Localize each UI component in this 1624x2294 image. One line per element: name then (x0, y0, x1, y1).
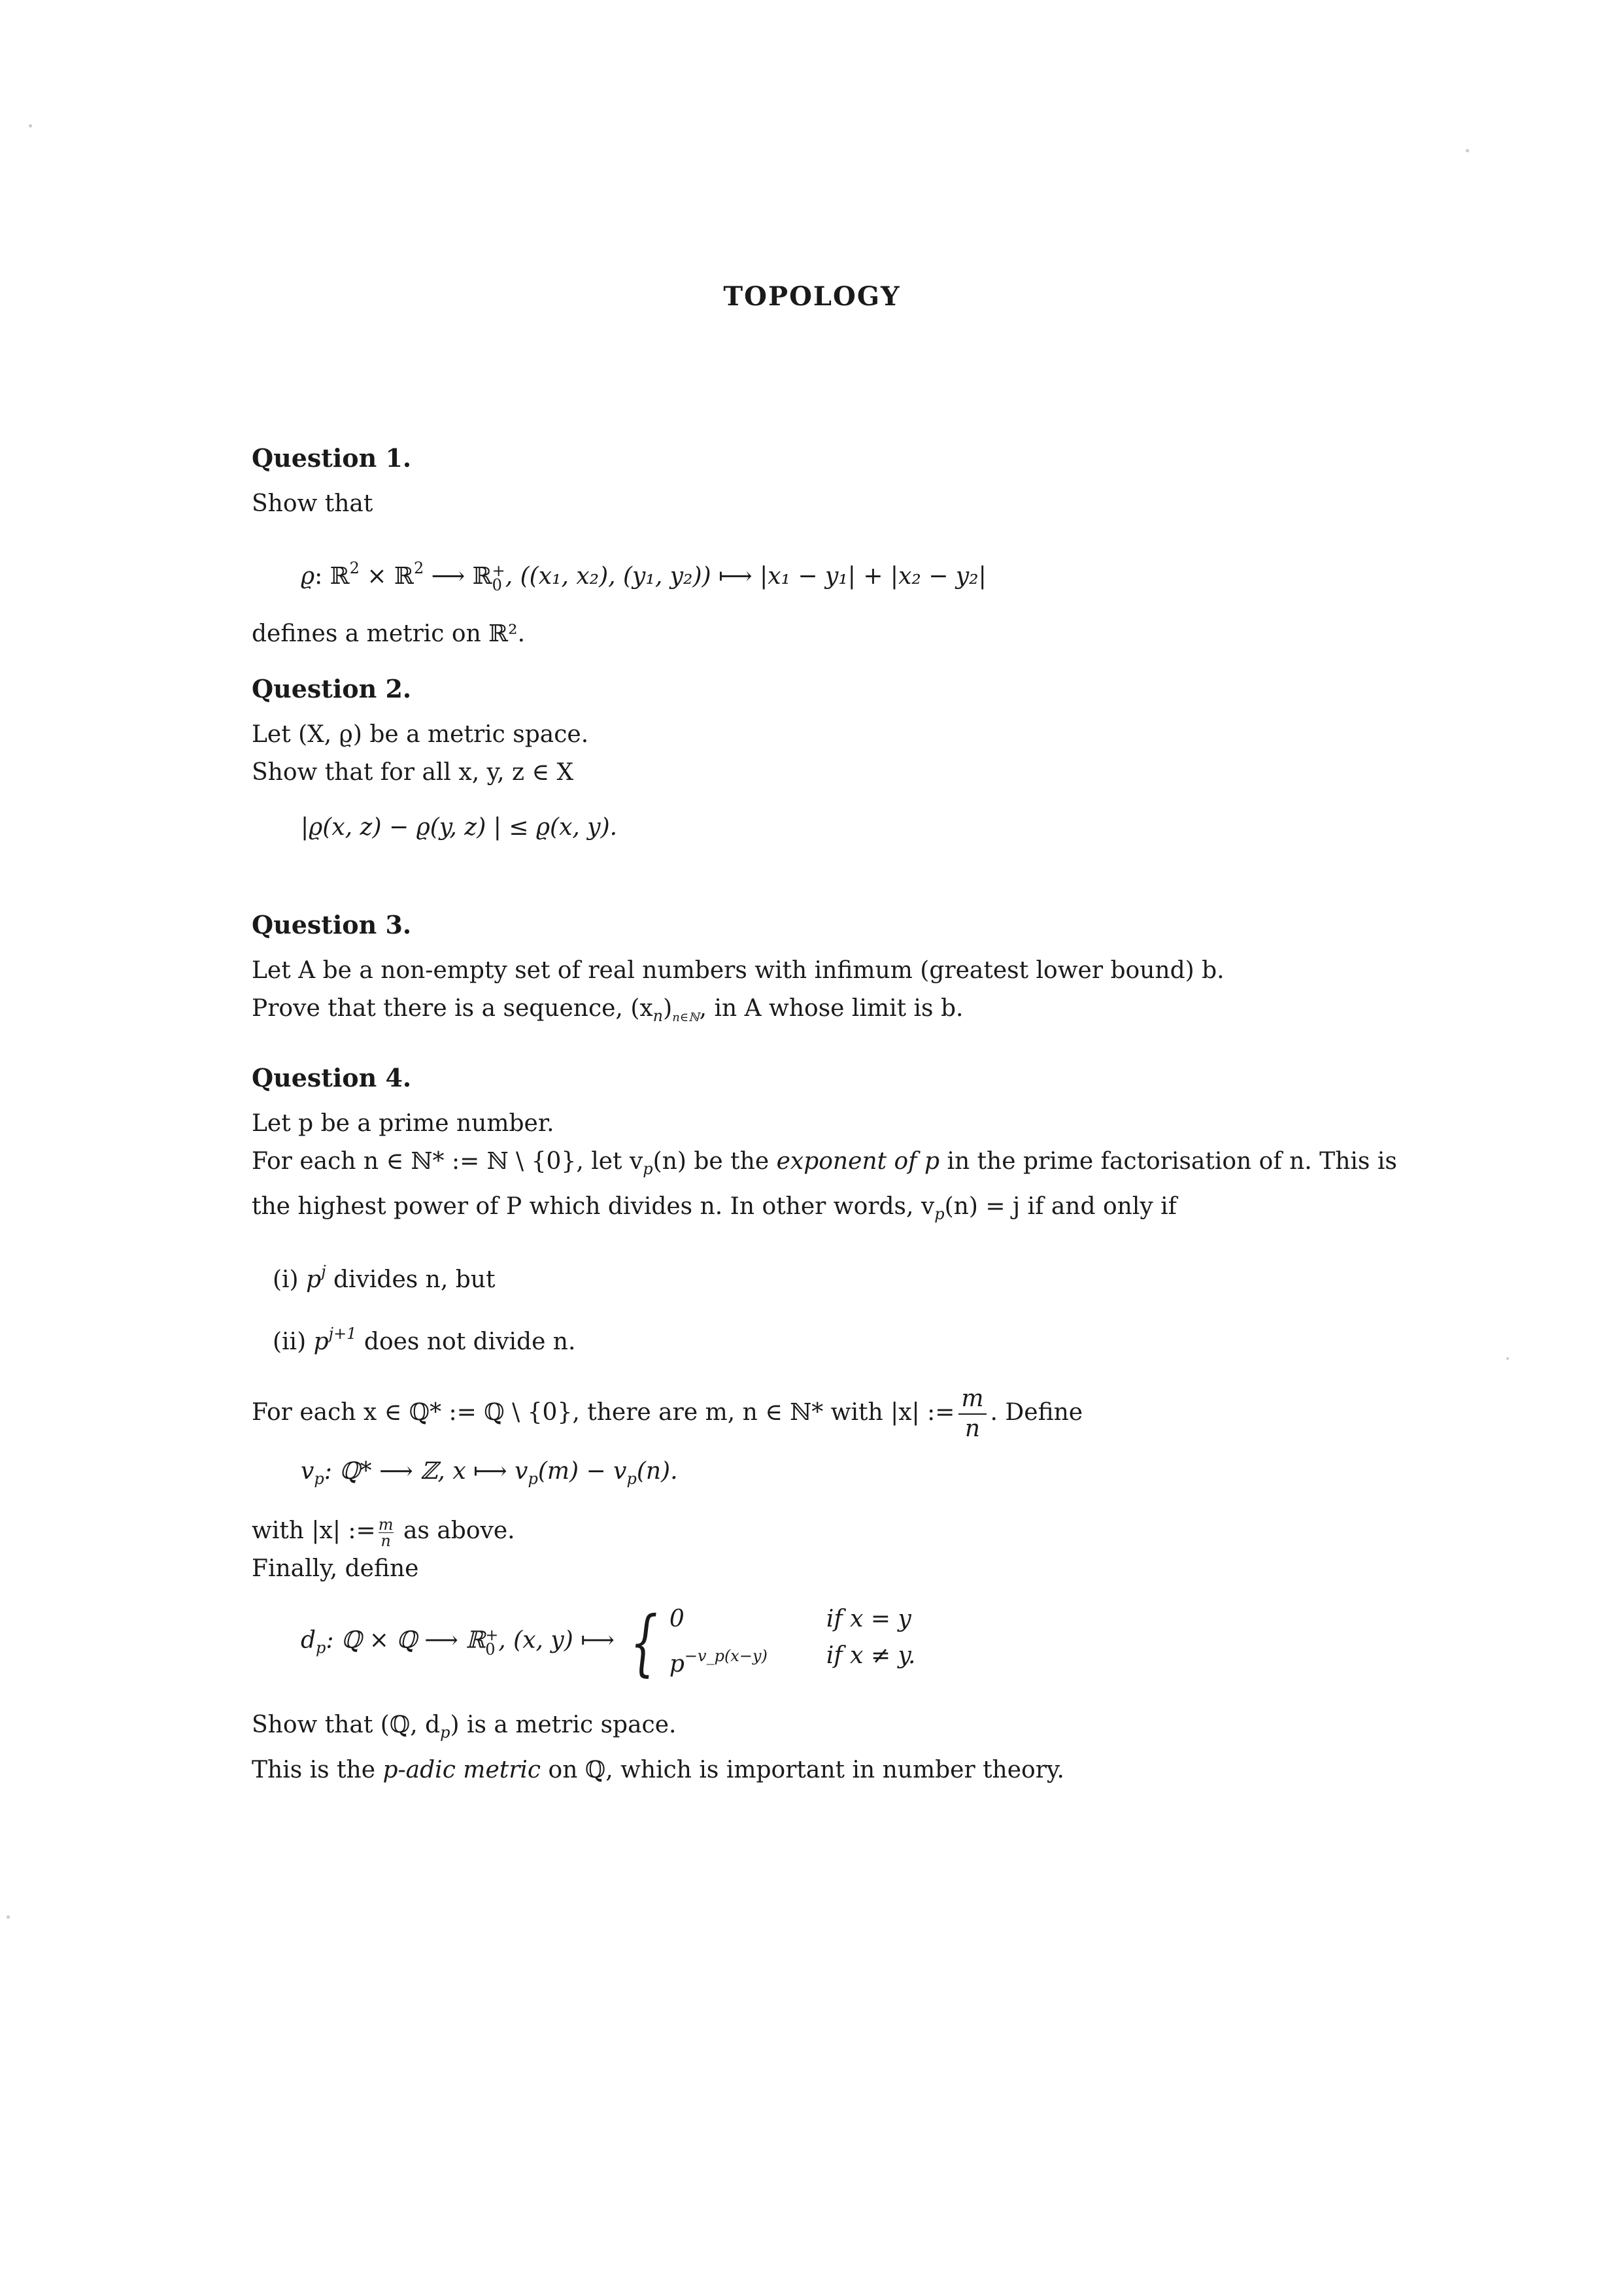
eq-part: v (301, 1458, 314, 1485)
sub-sup-stack (492, 564, 505, 592)
subscript: p (626, 1470, 637, 1488)
small-fraction (379, 1517, 394, 1549)
question-4-line-5 (252, 1512, 1402, 1550)
page-title: TOPOLOGY (723, 281, 901, 312)
question-4-line-4 (252, 1385, 1402, 1443)
emphasis: exponent of p (776, 1148, 939, 1175)
metric-formula: , ((x₁, x₂), (y₁, y₂)) ⟼ |x₁ − y₁| + |x₂ − y₂| (505, 563, 987, 590)
condition-item-1 (273, 1253, 1402, 1299)
eq-part: (n). (636, 1458, 678, 1485)
question-4-line-2 (252, 1143, 1402, 1188)
subscript: n (652, 1007, 664, 1025)
text-segment: This is the (252, 1757, 383, 1783)
rho-symbol: ϱ (301, 563, 315, 590)
text-segment: (n) be the (652, 1148, 777, 1175)
text-segment: Prove that there is a sequence, (x (252, 995, 653, 1022)
case-2-base: p (669, 1651, 685, 1678)
item-base: p (306, 1266, 322, 1293)
subscript-zero: 0 (492, 576, 502, 594)
subscript: p (934, 1205, 945, 1223)
question-2-line-2: Show that for all x, y, z ∈ X (252, 759, 574, 786)
scan-speck (1466, 149, 1469, 152)
subscript: p (314, 1470, 324, 1488)
question-4 (252, 1059, 1402, 1789)
subscript-zero: 0 (485, 1640, 496, 1659)
item-text: divides n, but (326, 1266, 496, 1293)
text-segment: (n) = j if and only if (944, 1193, 1177, 1220)
emphasis: p-adic metric (382, 1757, 541, 1783)
question-2-line-1: Let (X, ϱ) be a metric space. (252, 721, 589, 748)
text-segment: , in A whose limit is b. (699, 995, 964, 1022)
times-symbol: × (359, 563, 395, 590)
eq-part: d (301, 1627, 316, 1654)
text-segment: For each n ∈ ℕ* := ℕ \ {0}, let v (252, 1148, 643, 1175)
text-segment: on ℚ, which is important in number theory. (541, 1757, 1064, 1783)
question-4-line-1: Let p be a prime number. (252, 1110, 554, 1137)
text-segment: in the prime factorisation of n. This is (939, 1148, 1397, 1175)
subscript: n∈ℕ (672, 1011, 700, 1024)
eq-part: , (x, y) ⟼ (498, 1627, 615, 1654)
eq-colon: : (314, 563, 330, 590)
text-segment: the highest power of P which divides n. In other words, v (252, 1193, 935, 1220)
text-segment: as above. (396, 1517, 515, 1544)
question-1-heading: Question 1. (252, 443, 412, 473)
text-segment: . Define (990, 1399, 1083, 1426)
question-4-heading: Question 4. (252, 1063, 412, 1092)
cases (669, 1601, 916, 1683)
reals-symbol: ℝ (394, 563, 414, 590)
question-1-intro: Show that (252, 490, 373, 517)
left-brace: { (630, 1600, 658, 1684)
superscript-plus: + (485, 1625, 499, 1644)
condition-item-2 (273, 1315, 1402, 1361)
sub-sup-stack (485, 1625, 499, 1659)
question-2-inequality: |ϱ(x, z) − ϱ(y, z) | ≤ ϱ(x, y). (301, 814, 618, 841)
item-base: p (313, 1328, 329, 1355)
question-1-conclusion: defines a metric on ℝ². (252, 620, 526, 647)
exponent: 2 (349, 559, 360, 577)
eq-part: : ℚ* ⟶ ℤ, x ⟼ v (324, 1458, 528, 1485)
question-3-line-1: Let A be a non-empty set of real numbers with infimum (greatest lower bound) b. (252, 957, 1225, 984)
superscript: −v_p(x−y) (684, 1647, 768, 1665)
question-4-line-3 (252, 1188, 1402, 1233)
scan-speck (7, 1915, 10, 1919)
numerator: m (378, 1515, 394, 1534)
superscript-plus: + (492, 562, 505, 580)
question-3-heading: Question 3. (252, 910, 412, 939)
question-2-heading: Question 2. (252, 674, 412, 703)
subscript: p (528, 1470, 538, 1488)
text-segment: with |x| := (252, 1517, 376, 1544)
numerator: m (958, 1385, 986, 1415)
denominator: n (964, 1415, 981, 1442)
reals-symbol: ℝ (472, 563, 492, 590)
case-2-condition: if x ≠ y. (826, 1642, 916, 1669)
subscript: p (316, 1638, 326, 1657)
text-segment: For each x ∈ ℚ* := ℚ \ {0}, there are m, n ∈ ℕ* with |x| := (252, 1399, 955, 1426)
question-4-line-8 (252, 1751, 1402, 1789)
eq-part: : ℚ × ℚ ⟶ ℝ (326, 1627, 486, 1654)
question-3-line-2: Prove that there is a sequence, $(x_n)_{n\in ℕ}$, in A whose limit is b. (252, 995, 964, 1025)
scan-speck (29, 124, 32, 127)
question-2 (252, 670, 1402, 847)
question-4-line-7 (252, 1706, 1402, 1751)
text-segment: Show that (ℚ, d (252, 1712, 441, 1738)
subscript: p (643, 1160, 653, 1178)
text-segment: ) is a metric space. (450, 1712, 677, 1738)
case-1-condition: if x = y (826, 1606, 911, 1632)
question-3 (252, 906, 1402, 1037)
question-1-equation (252, 549, 1402, 596)
padic-metric-definition (252, 1601, 1402, 1683)
valuation-definition (252, 1453, 1402, 1498)
superscript: j+1 (328, 1324, 357, 1343)
subscript: p (440, 1723, 450, 1742)
case-1-value: 0 (669, 1606, 685, 1632)
eq-part: (m) − v (537, 1458, 627, 1485)
question-1 (252, 439, 1402, 653)
scan-speck (1506, 1357, 1509, 1360)
arrow-symbol: ⟶ (424, 563, 473, 590)
case-2-value (669, 1638, 826, 1683)
exponent: 2 (413, 559, 424, 577)
condition-list (252, 1253, 1402, 1361)
item-label: (i) (273, 1266, 299, 1293)
item-text: does not divide n. (356, 1328, 576, 1355)
denominator: n (381, 1531, 391, 1550)
item-label: (ii) (273, 1328, 307, 1355)
fraction (958, 1385, 986, 1443)
question-4-line-6: Finally, define (252, 1555, 419, 1582)
superscript: j (321, 1262, 326, 1281)
reals-symbol: ℝ (330, 563, 350, 590)
